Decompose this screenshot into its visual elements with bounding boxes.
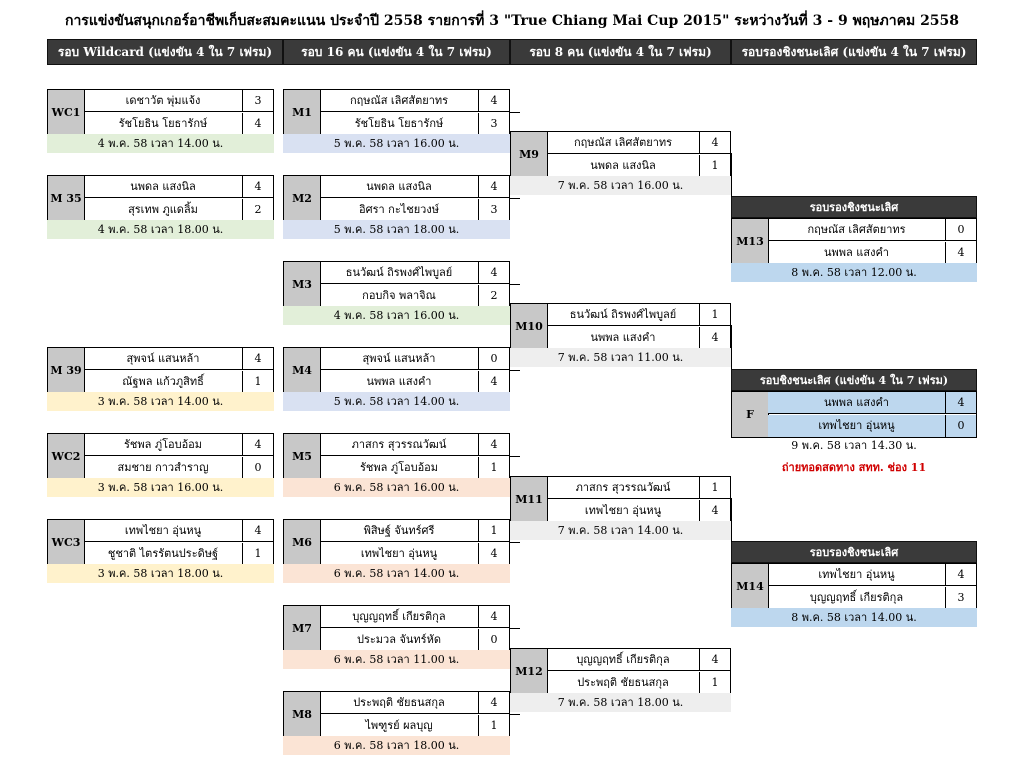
match-id: M6 — [284, 520, 321, 565]
player-name: ประพฤติ ชัยธนสกุล — [353, 696, 445, 709]
bracket-line — [510, 628, 520, 629]
match-id: M8 — [284, 692, 321, 737]
player-name: รัชโยธิน โยธารักษ์ — [354, 117, 444, 130]
player-score: 2 — [478, 285, 509, 307]
match-date: 6 พ.ค. 58 เวลา 18.00 น. — [283, 736, 510, 755]
player-name: นพพล แสงคำ — [824, 246, 889, 259]
player-score: 1 — [478, 715, 509, 737]
player-name: กอบกิจ พลาจิณ — [362, 289, 436, 302]
player-name: บุญญฤทธิ์ เกียรติกุล — [352, 610, 446, 623]
match-id: M3 — [284, 262, 321, 307]
match-id: M1 — [284, 90, 321, 135]
match-m10 — [510, 303, 731, 350]
player-name: ธนวัฒน์ ถิรพงศ์ไพบูลย์ — [345, 266, 453, 279]
player-score: 4 — [478, 90, 509, 112]
match-m3 — [283, 261, 510, 308]
player-score: 4 — [699, 649, 730, 671]
match-id: M2 — [284, 176, 321, 221]
player-name: ชูชาติ ไตรรัตนประดิษฐ์ — [107, 547, 219, 560]
player-name: อิศรา กะไชยวงษ์ — [359, 203, 439, 216]
player-name: เดชาวัต พุ่มแจ้ง — [125, 94, 201, 107]
player-score: 4 — [699, 327, 730, 349]
player-score: 1 — [242, 371, 273, 393]
bracket-line — [510, 112, 520, 113]
match-date: 7 พ.ค. 58 เวลา 18.00 น. — [510, 693, 731, 712]
match-id: M 35 — [48, 176, 85, 221]
player-name: สุรเทพ ภูแดลิ้ม — [128, 203, 198, 216]
bracket-line — [510, 714, 520, 715]
player-score: 4 — [242, 113, 273, 135]
match-wc1 — [47, 89, 274, 136]
player-name: บุญญฤทธิ์ เกียรติกุล — [809, 591, 904, 604]
page-title: การแข่งขันสนุกเกอร์อาชีพเก็บสะสมคะแนน ประจำปี 2558 รายการที่ 3 "True Chiang Mai Cup 2015" ระหว่างวันที่ 3 - 9 พฤษภาคม 2558 — [64, 13, 960, 29]
match-m14 — [731, 563, 977, 610]
player-score: 4 — [699, 500, 730, 522]
player-name: ภาสกร สุวรรณวัฒน์ — [351, 438, 447, 451]
player-name: ไพฑูรย์ ผลบุญ — [365, 719, 433, 732]
bracket-line — [510, 370, 520, 371]
semifinal-header-2: รอบรองชิงชนะเลิศ — [731, 541, 977, 563]
match-date: 3 พ.ค. 58 เวลา 18.00 น. — [47, 564, 274, 583]
match-date: 4 พ.ค. 58 เวลา 16.00 น. — [283, 306, 510, 325]
bracket-line — [731, 498, 732, 542]
player-name: เทพไชยา อุ่นหนู — [818, 419, 895, 432]
player-name: เทพไชยา อุ่นหนู — [360, 547, 438, 560]
match-m1 — [283, 89, 510, 136]
final-header: รอบชิงชนะเลิศ (แข่งขัน 4 ใน 7 เฟรม) — [731, 369, 977, 391]
match-id: M5 — [284, 434, 321, 479]
player-name: กฤษณัส เลิศสัตยาทร — [807, 223, 906, 236]
player-name: บุญญฤทธิ์ เกียรติกุล — [576, 653, 670, 666]
player-name: พิสิษฐ์ จันทร์ศรี — [363, 524, 435, 537]
match-m7 — [283, 605, 510, 652]
player-name: นพดล แสงนิล — [590, 159, 656, 172]
match-id: M11 — [511, 477, 548, 522]
player-score: 4 — [945, 242, 976, 264]
player-score: 0 — [945, 219, 976, 241]
player-score: 4 — [478, 606, 509, 628]
player-score: 4 — [945, 392, 976, 414]
match-id: M7 — [284, 606, 321, 651]
header-last8: รอบ 8 คน (แข่งขัน 4 ใน 7 เฟรม) — [510, 39, 731, 65]
match-date: 3 พ.ค. 58 เวลา 16.00 น. — [47, 478, 274, 497]
player-name: รัชพล ภู่โอบอ้อม — [123, 438, 203, 451]
match-id: WC2 — [48, 434, 85, 479]
match-id: M10 — [511, 304, 548, 349]
player-score: 0 — [478, 629, 509, 651]
semifinal-header: รอบรองชิงชนะเลิศ — [731, 196, 977, 218]
bracket-line — [510, 198, 520, 199]
player-score: 4 — [242, 176, 273, 198]
player-name: ณัฐพล แก้วภูสิทธิ์ — [122, 375, 204, 388]
player-score: 4 — [478, 371, 509, 393]
player-score: 4 — [478, 176, 509, 198]
player-score: 0 — [478, 348, 509, 370]
match-id: M4 — [284, 348, 321, 393]
header-last16: รอบ 16 คน (แข่งขัน 4 ใน 7 เฟรม) — [283, 39, 510, 65]
match-date: 7 พ.ค. 58 เวลา 16.00 น. — [510, 176, 731, 195]
player-name: เทพไชยา อุ่นหนู — [818, 568, 895, 581]
match-id: M13 — [732, 219, 769, 264]
broadcast-note: ถ่ายทอดสดทาง สทท. ช่อง 11 — [781, 461, 927, 474]
match-date: 3 พ.ค. 58 เวลา 14.00 น. — [47, 392, 274, 411]
player-name: นพพล แสงคำ — [366, 375, 432, 388]
match-date: 4 พ.ค. 58 เวลา 18.00 น. — [47, 220, 274, 239]
match-date: 5 พ.ค. 58 เวลา 16.00 น. — [283, 134, 510, 153]
player-name: เทพไชยา อุ่นหนู — [124, 524, 202, 537]
match-date: 6 พ.ค. 58 เวลา 14.00 น. — [283, 564, 510, 583]
match-date: 5 พ.ค. 58 เวลา 18.00 น. — [283, 220, 510, 239]
player-name: กฤษณัส เลิศสัตยาทร — [573, 136, 673, 149]
match-m6 — [283, 519, 510, 566]
match-id: M12 — [511, 649, 548, 694]
player-name: นพพล แสงคำ — [590, 331, 656, 344]
player-score: 3 — [242, 90, 273, 112]
player-score: 3 — [478, 113, 509, 135]
player-name: รัชโยธิน โยธารักษ์ — [118, 117, 208, 130]
match-id: M9 — [511, 132, 548, 177]
final-date: 9 พ.ค. 58 เวลา 14.30 น. — [791, 439, 917, 452]
player-name: นพพล แสงคำ — [824, 396, 889, 409]
match-m2 — [283, 175, 510, 222]
match-wc2 — [47, 433, 274, 480]
match-date: 6 พ.ค. 58 เวลา 16.00 น. — [283, 478, 510, 497]
player-name: สมชาย กาวสำราญ — [117, 461, 209, 474]
match-date: 8 พ.ค. 58 เวลา 12.00 น. — [731, 263, 977, 282]
bracket-line — [731, 325, 732, 369]
match-id: WC3 — [48, 520, 85, 565]
player-score: 1 — [478, 520, 509, 542]
match-m9 — [510, 131, 731, 178]
header-wildcard: รอบ Wildcard (แข่งขัน 4 ใน 7 เฟรม) — [47, 39, 283, 65]
player-name: เทพไชยา อุ่นหนู — [584, 504, 662, 517]
match-m11 — [510, 476, 731, 523]
player-score: 4 — [945, 564, 976, 586]
match-m4 — [283, 347, 510, 394]
match-date: 7 พ.ค. 58 เวลา 11.00 น. — [510, 348, 731, 367]
player-name: ประพฤติ ชัยธนสกุล — [577, 676, 669, 689]
match-m35 — [47, 175, 274, 222]
match-date: 5 พ.ค. 58 เวลา 14.00 น. — [283, 392, 510, 411]
player-name: รัชพล ภู่โอบอ้อม — [359, 461, 439, 474]
bracket-line — [731, 153, 732, 197]
player-score: 0 — [242, 457, 273, 479]
player-name: สุพจน์ แสนหล้า — [126, 352, 200, 365]
player-score: 4 — [242, 434, 273, 456]
player-score: 2 — [242, 199, 273, 221]
player-name: ประมวล จันทร์หัด — [357, 633, 441, 646]
player-score: 4 — [242, 520, 273, 542]
player-name: นพดล แสงนิล — [366, 180, 432, 193]
player-score: 4 — [242, 348, 273, 370]
player-name: กฤษณัส เลิศสัตยาทร — [349, 94, 449, 107]
player-score: 4 — [478, 692, 509, 714]
match-m8 — [283, 691, 510, 738]
match-date: 7 พ.ค. 58 เวลา 14.00 น. — [510, 521, 731, 540]
player-score: 1 — [699, 672, 730, 694]
match-m13 — [731, 218, 977, 265]
player-score: 4 — [699, 132, 730, 154]
match-date: 8 พ.ค. 58 เวลา 14.00 น. — [731, 608, 977, 627]
player-score: 1 — [699, 155, 730, 177]
player-score: 3 — [478, 199, 509, 221]
match-id: F — [732, 392, 769, 437]
player-score: 4 — [478, 434, 509, 456]
match-id: M14 — [732, 564, 769, 609]
match-wc3 — [47, 519, 274, 566]
match-id: M 39 — [48, 348, 85, 393]
player-score: 4 — [478, 262, 509, 284]
player-score: 1 — [478, 457, 509, 479]
player-score: 0 — [945, 415, 976, 437]
player-score: 1 — [699, 304, 730, 326]
player-name: ธนวัฒน์ ถิรพงศ์ไพบูลย์ — [569, 308, 677, 321]
match-final — [731, 391, 977, 438]
player-name: ภาสกร สุวรรณวัฒน์ — [575, 481, 671, 494]
player-name: นพดล แสงนิล — [130, 180, 196, 193]
player-score: 4 — [478, 543, 509, 565]
match-date: 6 พ.ค. 58 เวลา 11.00 น. — [283, 650, 510, 669]
player-name: สุพจน์ แสนหล้า — [362, 352, 436, 365]
match-m12 — [510, 648, 731, 695]
match-m5 — [283, 433, 510, 480]
player-score: 1 — [242, 543, 273, 565]
player-score: 1 — [699, 477, 730, 499]
match-m39 — [47, 347, 274, 394]
match-date: 4 พ.ค. 58 เวลา 14.00 น. — [47, 134, 274, 153]
header-semifinal: รอบรองชิงชนะเลิศ (แข่งขัน 4 ใน 7 เฟรม) — [731, 39, 977, 65]
player-score: 3 — [945, 587, 976, 609]
bracket-line — [510, 284, 520, 285]
bracket-line — [510, 456, 520, 457]
bracket-line — [510, 542, 520, 543]
match-id: WC1 — [48, 90, 85, 135]
